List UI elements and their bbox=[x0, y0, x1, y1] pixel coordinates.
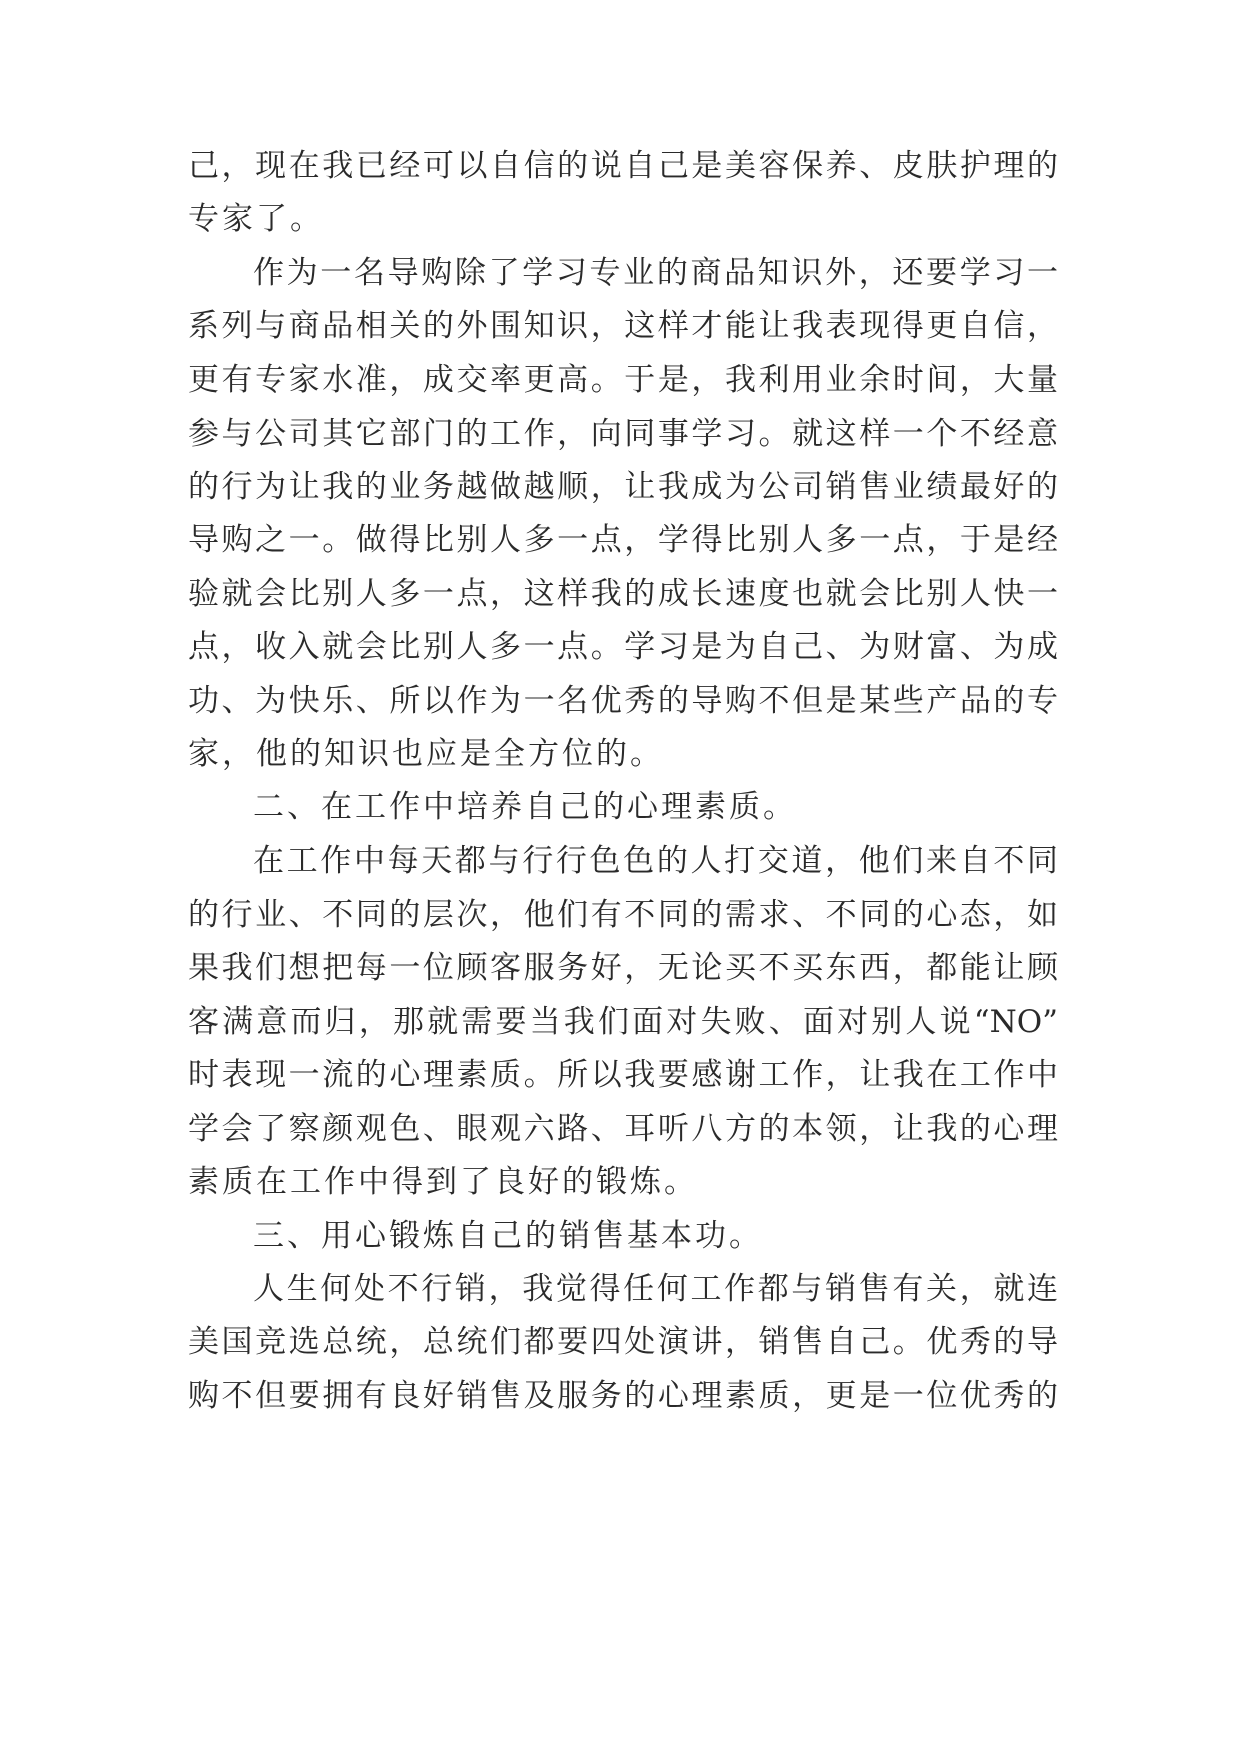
text-line: 验就会比别人多一点，这样我的成长速度也就会比别人快一 bbox=[188, 576, 1058, 612]
section-heading: 二、在工作中培养自己的心理素质。 bbox=[253, 789, 797, 825]
text-line: 家，他的知识也应是全方位的。 bbox=[188, 736, 664, 772]
text-line: 美国竞选总统，总统们都要四处演讲，销售自己。优秀的导 bbox=[188, 1324, 1058, 1360]
text-line: 系列与商品相关的外围知识，这样才能让我表现得更自信， bbox=[188, 308, 1058, 344]
text-line: 的行为让我的业务越做越顺，让我成为公司销售业绩最好的 bbox=[188, 469, 1058, 505]
text-line: 时表现一流的心理素质。所以我要感谢工作，让我在工作中 bbox=[188, 1057, 1058, 1093]
text-line: 点，收入就会比别人多一点。学习是为自己、为财富、为成 bbox=[188, 629, 1058, 665]
text-line: 在工作中每天都与行行色色的人打交道，他们来自不同 bbox=[253, 843, 1058, 879]
text-line: 专家了。 bbox=[188, 201, 324, 237]
text-line: 的行业、不同的层次，他们有不同的需求、不同的心态，如 bbox=[188, 897, 1058, 933]
text-line: 参与公司其它部门的工作，向同事学习。就这样一个不经意 bbox=[188, 416, 1058, 452]
text-line: 购不但要拥有良好销售及服务的心理素质，更是一位优秀的 bbox=[188, 1378, 1058, 1414]
text-line: 客满意而归，那就需要当我们面对失败、面对别人说“NO” bbox=[188, 1004, 1058, 1040]
text-line: 己，现在我已经可以自信的说自己是美容保养、皮肤护理的 bbox=[188, 148, 1058, 184]
text-line: 更有专家水准，成交率更高。于是，我利用业余时间，大量 bbox=[188, 362, 1058, 398]
section-heading: 三、用心锻炼自己的销售基本功。 bbox=[253, 1218, 763, 1254]
text-line: 作为一名导购除了学习专业的商品知识外，还要学习一 bbox=[253, 255, 1058, 291]
text-line: 人生何处不行销，我觉得任何工作都与销售有关，就连 bbox=[253, 1271, 1058, 1307]
text-line: 功、为快乐、所以作为一名优秀的导购不但是某些产品的专 bbox=[188, 683, 1058, 719]
text-line: 果我们想把每一位顾客服务好，无论买不买东西，都能让顾 bbox=[188, 950, 1058, 986]
text-line: 导购之一。做得比别人多一点，学得比别人多一点，于是经 bbox=[188, 522, 1058, 558]
text-line: 素质在工作中得到了良好的锻炼。 bbox=[188, 1164, 698, 1200]
text-line: 学会了察颜观色、眼观六路、耳听八方的本领，让我的心理 bbox=[188, 1111, 1058, 1147]
